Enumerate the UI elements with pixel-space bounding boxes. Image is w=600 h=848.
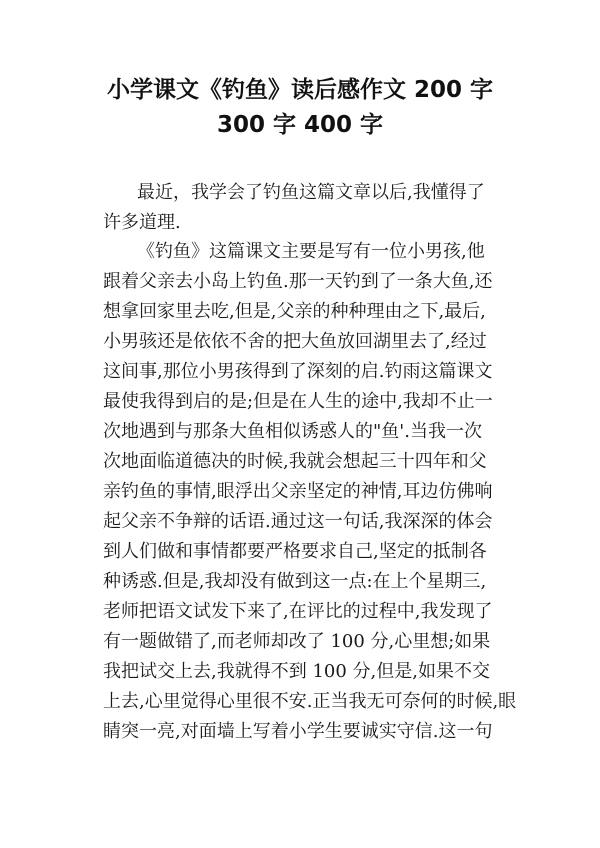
document-title-line-1: 小学课文《钓鱼》读后感作文 200 字 xyxy=(106,77,494,103)
paragraph-line: 睛突一亮,对面墙上写着小学生要诚实守信.这一句 xyxy=(103,721,493,742)
paragraph-line: 上去,心里觉得心里很不安.正当我无可奈何的时候,眼 xyxy=(103,691,517,712)
paragraph-line: 起父亲不争辩的话语.通过这一句话,我深深的体会 xyxy=(103,511,493,532)
paragraph-line: 《钓鱼》这篇课文主要是写有一位小男孩,他 xyxy=(137,241,485,262)
paragraph-line: 许多道理. xyxy=(103,212,181,233)
paragraph-line: 老师把语文试发下来了,在评比的过程中,我发现了 xyxy=(103,601,493,622)
document-title-line-2: 300 字 400 字 xyxy=(216,112,384,138)
paragraph-line: 次地遇到与那条大鱼相似诱惑人的"鱼'.当我一次 xyxy=(103,421,482,442)
paragraph-line: 跟着父亲去小岛上钓鱼.那一天钓到了一条大鱼,还 xyxy=(103,271,493,292)
paragraph-line: 种诱惑.但是,我却没有做到这一点:在上个星期三, xyxy=(103,571,487,592)
paragraph-line: 有一题做错了,而老师却改了 100 分,心里想;如果 xyxy=(103,631,491,652)
paragraph-line: 亲钓鱼的事情,眼浮出父亲坚定的神情,耳边仿佛响 xyxy=(103,481,493,502)
paragraph-line: 最近，我学会了钓鱼这篇文章以后,我懂得了 xyxy=(137,182,485,203)
paragraph-line: 这间事,那位小男孩得到了深刻的启.钓雨这篇课文 xyxy=(103,361,493,382)
paragraph-line: 我把试交上去,我就得不到 100 分,但是,如果不交 xyxy=(103,661,490,682)
paragraph-line: 最使我得到启的是;但是在人生的途中,我却不止一 xyxy=(103,391,493,412)
paragraph-line: 小男骇还是依依不舍的把大鱼放回湖里去了,经过 xyxy=(103,331,487,352)
paragraph-line: 次地面临道德决的时候,我就会想起三十四年和父 xyxy=(103,451,487,472)
paragraph-line: 想拿回家里去吃,但是,父亲的种种理由之下,最后, xyxy=(103,301,486,322)
paragraph-line: 到人们做和事情都要严格要求自己,坚定的抵制各 xyxy=(103,541,487,562)
